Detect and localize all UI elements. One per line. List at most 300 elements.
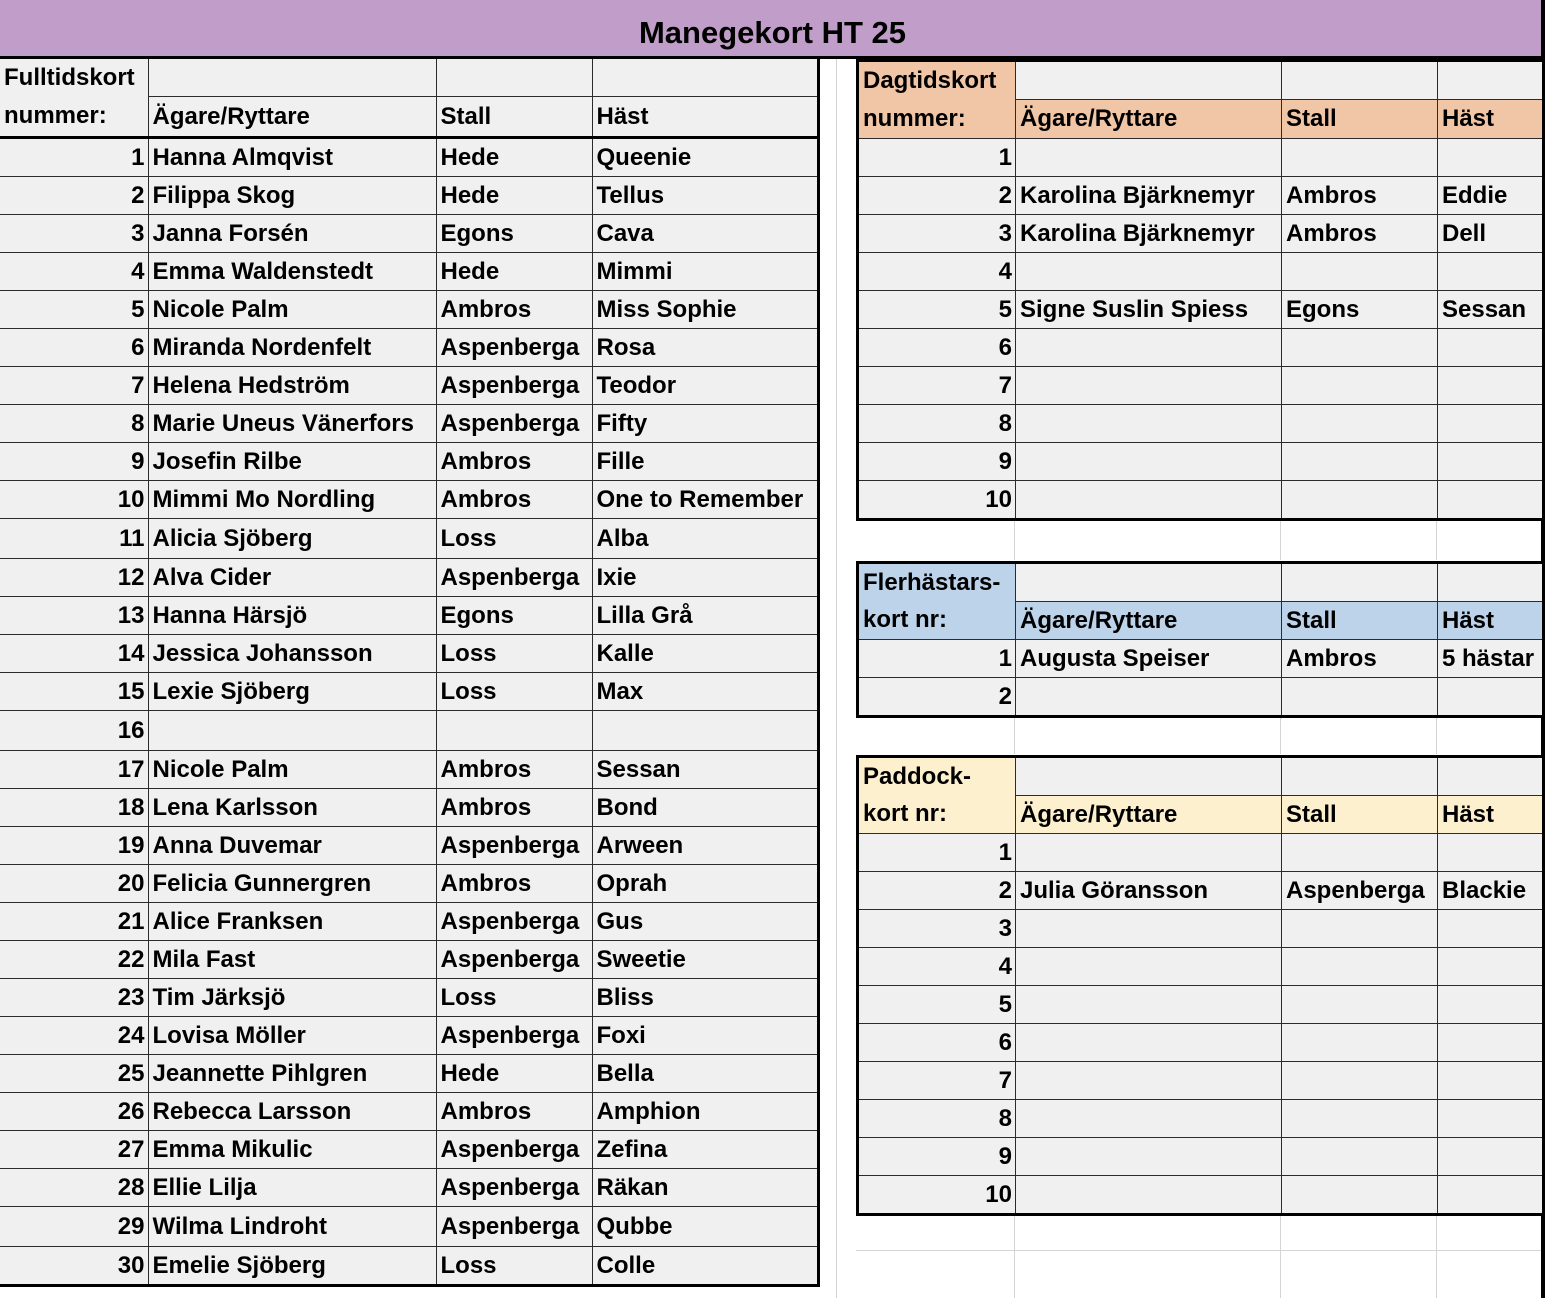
stable-cell[interactable] (1282, 405, 1438, 443)
card-number-cell[interactable]: 25 (0, 1055, 148, 1093)
table-row (858, 872, 1544, 910)
card-number-cell[interactable]: 8 (858, 405, 1016, 443)
owner-cell[interactable] (1016, 139, 1282, 177)
gridline (1280, 714, 1281, 754)
horse-cell[interactable]: Räkan (592, 1169, 818, 1207)
stable-cell[interactable] (1282, 481, 1438, 520)
horse-cell[interactable]: Bella (592, 1055, 818, 1093)
gridline (856, 1250, 1542, 1251)
horse-cell[interactable] (1438, 1024, 1544, 1062)
owner-cell[interactable] (1016, 678, 1282, 717)
table-row (0, 329, 818, 367)
stable-cell[interactable]: Ambros (1282, 177, 1438, 215)
horse-cell[interactable] (1438, 678, 1544, 717)
stable-cell[interactable]: Aspenberga (1282, 872, 1438, 910)
horse-cell[interactable]: Max (592, 673, 818, 711)
horse-cell[interactable]: Alba (592, 519, 818, 559)
card-number-cell[interactable]: 3 (0, 215, 148, 253)
stable-cell[interactable]: Aspenberga (436, 329, 592, 367)
table-row (858, 1062, 1544, 1100)
owner-cell[interactable] (1016, 834, 1282, 872)
horse-cell[interactable]: Foxi (592, 1017, 818, 1055)
gridline (1436, 714, 1437, 754)
horse-cell[interactable]: Amphion (592, 1093, 818, 1131)
stable-cell[interactable] (1282, 1062, 1438, 1100)
card-number-cell[interactable]: 1 (858, 139, 1016, 177)
card-number-cell[interactable]: 18 (0, 789, 148, 827)
stable-cell[interactable]: Aspenberga (436, 559, 592, 597)
stable-cell[interactable]: Ambros (436, 291, 592, 329)
horse-cell[interactable]: Bliss (592, 979, 818, 1017)
horse-cell[interactable] (1438, 443, 1544, 481)
owner-cell[interactable]: Lovisa Möller (148, 1017, 436, 1055)
stable-cell[interactable]: Aspenberga (436, 1207, 592, 1247)
stable-cell[interactable]: Aspenberga (436, 1169, 592, 1207)
horse-cell[interactable]: Rosa (592, 329, 818, 367)
card-number-cell[interactable]: 24 (0, 1017, 148, 1055)
stable-cell[interactable]: Aspenberga (436, 1131, 592, 1169)
card-number-cell[interactable]: 28 (0, 1169, 148, 1207)
card-number-cell[interactable]: 26 (0, 1093, 148, 1131)
table-row (0, 1093, 818, 1131)
owner-cell[interactable] (1016, 443, 1282, 481)
stable-cell[interactable]: Loss (436, 635, 592, 673)
stable-cell[interactable] (1282, 329, 1438, 367)
owner-cell[interactable]: Jeannette Pihlgren (148, 1055, 436, 1093)
stable-cell[interactable] (1282, 678, 1438, 717)
owner-cell[interactable]: Karolina Bjärknemyr (1016, 177, 1282, 215)
table-row (858, 986, 1544, 1024)
stable-cell[interactable]: Aspenberga (436, 827, 592, 865)
owner-cell[interactable]: Anna Duvemar (148, 827, 436, 865)
table-row (858, 1138, 1544, 1176)
card-number-cell[interactable]: 7 (858, 1062, 1016, 1100)
card-number-cell[interactable]: 5 (0, 291, 148, 329)
stable-cell[interactable] (1282, 910, 1438, 948)
horse-cell[interactable]: 5 hästar (1438, 640, 1544, 678)
owner-cell[interactable] (1016, 253, 1282, 291)
table-row (0, 711, 818, 751)
owner-cell[interactable] (1016, 910, 1282, 948)
gridline (1014, 714, 1015, 754)
table-row (0, 1131, 818, 1169)
card-number-cell[interactable]: 7 (858, 367, 1016, 405)
owner-cell[interactable] (1016, 948, 1282, 986)
stable-cell[interactable]: Ambros (436, 481, 592, 519)
horse-cell[interactable] (1438, 1062, 1544, 1100)
stable-cell[interactable]: Egons (436, 215, 592, 253)
horse-cell[interactable]: Tellus (592, 177, 818, 215)
owner-cell[interactable]: Nicole Palm (148, 291, 436, 329)
header-horse: Häst (1438, 602, 1544, 640)
horse-cell[interactable] (1438, 1176, 1544, 1215)
horse-cell[interactable]: Fille (592, 443, 818, 481)
gridline (1436, 520, 1437, 560)
owner-cell[interactable]: Signe Suslin Spiess (1016, 291, 1282, 329)
table-row (858, 948, 1544, 986)
card-number-cell[interactable]: 27 (0, 1131, 148, 1169)
table-row (858, 177, 1544, 215)
horse-cell[interactable]: Sweetie (592, 941, 818, 979)
horse-cell[interactable]: Sessan (592, 751, 818, 789)
card-number-cell[interactable]: 16 (0, 711, 148, 751)
owner-cell[interactable]: Hanna Almqvist (148, 138, 436, 177)
stable-cell[interactable]: Loss (436, 673, 592, 711)
card-number-cell[interactable]: 12 (0, 559, 148, 597)
card-number-cell[interactable]: 23 (0, 979, 148, 1017)
stable-cell[interactable] (1282, 986, 1438, 1024)
table-row (0, 1247, 818, 1286)
horse-cell[interactable] (1438, 1138, 1544, 1176)
horse-cell[interactable] (1438, 986, 1544, 1024)
stable-cell[interactable] (1282, 1176, 1438, 1215)
owner-cell[interactable]: Alva Cider (148, 559, 436, 597)
owner-cell[interactable]: Janna Forsén (148, 215, 436, 253)
stable-cell[interactable] (1282, 139, 1438, 177)
table-row (0, 253, 818, 291)
owner-cell[interactable]: Miranda Nordenfelt (148, 329, 436, 367)
table-row (858, 215, 1544, 253)
cell[interactable] (436, 59, 592, 97)
multi-horse-rows (858, 640, 1544, 717)
card-number-cell[interactable]: 3 (858, 215, 1016, 253)
stable-cell[interactable]: Aspenberga (436, 941, 592, 979)
stable-cell[interactable] (1282, 1138, 1438, 1176)
table-row (858, 367, 1544, 405)
horse-cell[interactable] (1438, 367, 1544, 405)
card-number-cell[interactable]: 4 (858, 253, 1016, 291)
owner-cell[interactable]: Hanna Härsjö (148, 597, 436, 635)
paddock-label-line2: kort nr: (858, 796, 1016, 834)
owner-cell[interactable]: Julia Göransson (1016, 872, 1282, 910)
daytime-label-line2: nummer: (858, 100, 1016, 139)
cell[interactable] (1438, 757, 1544, 796)
header-owner: Ägare/Ryttare (1016, 100, 1282, 139)
horse-cell[interactable]: Teodor (592, 367, 818, 405)
owner-cell[interactable]: Emelie Sjöberg (148, 1247, 436, 1286)
stable-cell[interactable]: Ambros (1282, 215, 1438, 253)
stable-cell[interactable] (1282, 253, 1438, 291)
owner-cell[interactable]: Mimmi Mo Nordling (148, 481, 436, 519)
stable-cell[interactable] (1282, 948, 1438, 986)
table-row (858, 910, 1544, 948)
card-number-cell[interactable]: 3 (858, 910, 1016, 948)
horse-cell[interactable]: Colle (592, 1247, 818, 1286)
owner-cell[interactable]: Emma Waldenstedt (148, 253, 436, 291)
stable-cell[interactable]: Egons (436, 597, 592, 635)
cell[interactable] (1282, 757, 1438, 796)
fulltime-label-line1: Fulltidskort (0, 59, 148, 97)
owner-cell[interactable]: Augusta Speiser (1016, 640, 1282, 678)
paddock-rows (858, 834, 1544, 1215)
owner-cell[interactable]: Wilma Lindroht (148, 1207, 436, 1247)
gridline (1280, 1212, 1281, 1298)
stable-cell[interactable]: Loss (436, 979, 592, 1017)
table-row (0, 291, 818, 329)
header-owner: Ägare/Ryttare (1016, 796, 1282, 834)
fulltime-rows (0, 138, 818, 1286)
card-number-cell[interactable]: 9 (858, 443, 1016, 481)
table-row (858, 291, 1544, 329)
owner-cell[interactable]: Marie Uneus Vänerfors (148, 405, 436, 443)
table-row (858, 1176, 1544, 1215)
horse-cell[interactable]: Queenie (592, 138, 818, 177)
header-stable: Stall (1282, 602, 1438, 640)
table-row (858, 139, 1544, 177)
owner-cell[interactable] (1016, 986, 1282, 1024)
horse-cell[interactable]: Mimmi (592, 253, 818, 291)
daytime-card-table (856, 59, 1545, 521)
owner-cell[interactable]: Lexie Sjöberg (148, 673, 436, 711)
horse-cell[interactable] (1438, 834, 1544, 872)
table-row (0, 138, 818, 177)
stable-cell[interactable]: Ambros (436, 443, 592, 481)
stable-cell[interactable]: Aspenberga (436, 405, 592, 443)
card-number-cell[interactable]: 5 (858, 291, 1016, 329)
daytime-rows (858, 139, 1544, 520)
card-number-cell[interactable]: 29 (0, 1207, 148, 1247)
card-number-cell[interactable]: 22 (0, 941, 148, 979)
cell[interactable] (1016, 757, 1282, 796)
horse-cell[interactable]: Eddie (1438, 177, 1544, 215)
cell[interactable] (1016, 61, 1282, 100)
stable-cell[interactable]: Hede (436, 177, 592, 215)
card-number-cell[interactable]: 2 (858, 872, 1016, 910)
owner-cell[interactable] (1016, 1024, 1282, 1062)
owner-cell[interactable]: Josefin Rilbe (148, 443, 436, 481)
card-number-cell[interactable]: 2 (0, 177, 148, 215)
table-row (858, 443, 1544, 481)
horse-cell[interactable] (1438, 910, 1544, 948)
card-number-cell[interactable]: 1 (858, 640, 1016, 678)
card-number-cell[interactable]: 30 (0, 1247, 148, 1286)
owner-cell[interactable]: Lena Karlsson (148, 789, 436, 827)
horse-cell[interactable]: Ixie (592, 559, 818, 597)
horse-cell[interactable] (1438, 253, 1544, 291)
horse-cell[interactable] (1438, 405, 1544, 443)
owner-cell[interactable] (1016, 367, 1282, 405)
table-row (858, 640, 1544, 678)
fulltime-card-table (0, 59, 820, 1287)
stable-cell[interactable] (1282, 1100, 1438, 1138)
owner-cell[interactable]: Mila Fast (148, 941, 436, 979)
table-row (0, 215, 818, 253)
card-number-cell[interactable]: 19 (0, 827, 148, 865)
paddock-label-line1: Paddock- (858, 757, 1016, 796)
owner-cell[interactable] (1016, 405, 1282, 443)
stable-cell[interactable]: Egons (1282, 291, 1438, 329)
horse-cell[interactable] (1438, 139, 1544, 177)
cell[interactable] (1438, 563, 1544, 602)
cell[interactable] (1016, 563, 1282, 602)
header-stable: Stall (1282, 796, 1438, 834)
stable-cell[interactable]: Hede (436, 253, 592, 291)
horse-cell[interactable]: Bond (592, 789, 818, 827)
owner-cell[interactable]: Filippa Skog (148, 177, 436, 215)
horse-cell[interactable]: Arween (592, 827, 818, 865)
fulltime-label-line2: nummer: (0, 97, 148, 138)
horse-cell[interactable]: Oprah (592, 865, 818, 903)
stable-cell[interactable]: Hede (436, 138, 592, 177)
horse-cell[interactable]: Cava (592, 215, 818, 253)
owner-cell[interactable] (148, 711, 436, 751)
owner-cell[interactable]: Rebecca Larsson (148, 1093, 436, 1131)
card-number-cell[interactable]: 9 (0, 443, 148, 481)
gridline (1014, 1212, 1015, 1298)
header-owner: Ägare/Ryttare (1016, 602, 1282, 640)
table-row (858, 1100, 1544, 1138)
stable-cell[interactable]: Aspenberga (436, 367, 592, 405)
gridline (1014, 520, 1015, 560)
stable-cell[interactable]: Loss (436, 519, 592, 559)
stable-cell[interactable]: Aspenberga (436, 903, 592, 941)
card-number-cell[interactable]: 4 (0, 253, 148, 291)
stable-cell[interactable]: Ambros (436, 1093, 592, 1131)
header-horse: Häst (592, 97, 818, 138)
stable-cell[interactable]: Ambros (436, 751, 592, 789)
table-row (0, 1055, 818, 1093)
stable-cell[interactable] (1282, 443, 1438, 481)
card-number-cell[interactable]: 10 (0, 481, 148, 519)
horse-cell[interactable]: Kalle (592, 635, 818, 673)
table-row (0, 367, 818, 405)
card-number-cell[interactable]: 10 (858, 481, 1016, 520)
card-number-cell[interactable]: 6 (858, 1024, 1016, 1062)
gridline (836, 59, 837, 1298)
sheet-title: Manegekort HT 25 (638, 15, 906, 50)
owner-cell[interactable]: Helena Hedström (148, 367, 436, 405)
owner-cell[interactable]: Jessica Johansson (148, 635, 436, 673)
header-owner: Ägare/Ryttare (148, 97, 436, 138)
horse-cell[interactable] (592, 711, 818, 751)
table-row (858, 253, 1544, 291)
card-number-cell[interactable]: 21 (0, 903, 148, 941)
table-row (0, 827, 818, 865)
header-horse: Häst (1438, 100, 1544, 139)
owner-cell[interactable]: Karolina Bjärknemyr (1016, 215, 1282, 253)
header-stable: Stall (436, 97, 592, 138)
horse-cell[interactable] (1438, 948, 1544, 986)
horse-cell[interactable]: Gus (592, 903, 818, 941)
daytime-label-line1: Dagtidskort (858, 61, 1016, 100)
paddock-card-table (856, 755, 1545, 1216)
owner-cell[interactable] (1016, 1138, 1282, 1176)
card-number-cell[interactable]: 20 (0, 865, 148, 903)
horse-cell[interactable]: Zefina (592, 1131, 818, 1169)
multi-horse-card-table (856, 561, 1545, 718)
table-row (858, 329, 1544, 367)
gridline (1436, 1212, 1437, 1298)
owner-cell[interactable]: Nicole Palm (148, 751, 436, 789)
stable-cell[interactable]: Ambros (1282, 640, 1438, 678)
table-row (0, 443, 818, 481)
horse-cell[interactable]: Fifty (592, 405, 818, 443)
horse-cell[interactable]: Sessan (1438, 291, 1544, 329)
stable-cell[interactable] (436, 711, 592, 751)
owner-cell[interactable]: Felicia Gunnergren (148, 865, 436, 903)
table-row (0, 635, 818, 673)
card-number-cell[interactable]: 11 (0, 519, 148, 559)
owner-cell[interactable] (1016, 481, 1282, 520)
table-row (0, 979, 818, 1017)
card-number-cell[interactable]: 8 (0, 405, 148, 443)
card-number-cell[interactable]: 14 (0, 635, 148, 673)
table-row (0, 941, 818, 979)
owner-cell[interactable]: Tim Järksjö (148, 979, 436, 1017)
owner-cell[interactable] (1016, 1100, 1282, 1138)
owner-cell[interactable] (1016, 1176, 1282, 1215)
header-horse: Häst (1438, 796, 1544, 834)
header-stable: Stall (1282, 100, 1438, 139)
stable-cell[interactable]: Ambros (436, 865, 592, 903)
cell[interactable] (592, 59, 818, 97)
horse-cell[interactable]: Lilla Grå (592, 597, 818, 635)
card-number-cell[interactable]: 5 (858, 986, 1016, 1024)
card-number-cell[interactable]: 4 (858, 948, 1016, 986)
horse-cell[interactable] (1438, 481, 1544, 520)
owner-cell[interactable] (1016, 329, 1282, 367)
card-number-cell[interactable]: 7 (0, 367, 148, 405)
card-number-cell[interactable]: 9 (858, 1138, 1016, 1176)
table-row (0, 481, 818, 519)
card-number-cell[interactable]: 13 (0, 597, 148, 635)
card-number-cell[interactable]: 17 (0, 751, 148, 789)
table-row (858, 834, 1544, 872)
table-row (0, 1017, 818, 1055)
stable-cell[interactable] (1282, 367, 1438, 405)
cell[interactable] (1282, 563, 1438, 602)
table-row (0, 865, 818, 903)
card-number-cell[interactable]: 2 (858, 678, 1016, 717)
owner-cell[interactable]: Alicia Sjöberg (148, 519, 436, 559)
horse-cell[interactable]: Qubbe (592, 1207, 818, 1247)
cell[interactable] (1282, 61, 1438, 100)
stable-cell[interactable]: Hede (436, 1055, 592, 1093)
table-row (0, 673, 818, 711)
card-number-cell[interactable]: 10 (858, 1176, 1016, 1215)
card-number-cell[interactable]: 6 (858, 329, 1016, 367)
cell[interactable] (1438, 61, 1544, 100)
sheet-title-bar (0, 0, 1545, 56)
stable-cell[interactable] (1282, 1024, 1438, 1062)
owner-cell[interactable]: Ellie Lilja (148, 1169, 436, 1207)
stable-cell[interactable]: Aspenberga (436, 1017, 592, 1055)
card-number-cell[interactable]: 2 (858, 177, 1016, 215)
card-number-cell[interactable]: 15 (0, 673, 148, 711)
card-number-cell[interactable]: 6 (0, 329, 148, 367)
owner-cell[interactable] (1016, 1062, 1282, 1100)
stable-cell[interactable]: Loss (436, 1247, 592, 1286)
table-row (0, 405, 818, 443)
stable-cell[interactable]: Ambros (436, 789, 592, 827)
multi-label-line2: kort nr: (858, 602, 1016, 640)
horse-cell[interactable]: Miss Sophie (592, 291, 818, 329)
card-number-cell[interactable]: 1 (858, 834, 1016, 872)
horse-cell[interactable]: Blackie (1438, 872, 1544, 910)
owner-cell[interactable]: Alice Franksen (148, 903, 436, 941)
horse-cell[interactable] (1438, 329, 1544, 367)
horse-cell[interactable]: Dell (1438, 215, 1544, 253)
table-row (0, 559, 818, 597)
horse-cell[interactable]: One to Remember (592, 481, 818, 519)
stable-cell[interactable] (1282, 834, 1438, 872)
horse-cell[interactable] (1438, 1100, 1544, 1138)
owner-cell[interactable]: Emma Mikulic (148, 1131, 436, 1169)
card-number-cell[interactable]: 8 (858, 1100, 1016, 1138)
table-row (858, 481, 1544, 520)
cell[interactable] (148, 59, 436, 97)
card-number-cell[interactable]: 1 (0, 138, 148, 177)
